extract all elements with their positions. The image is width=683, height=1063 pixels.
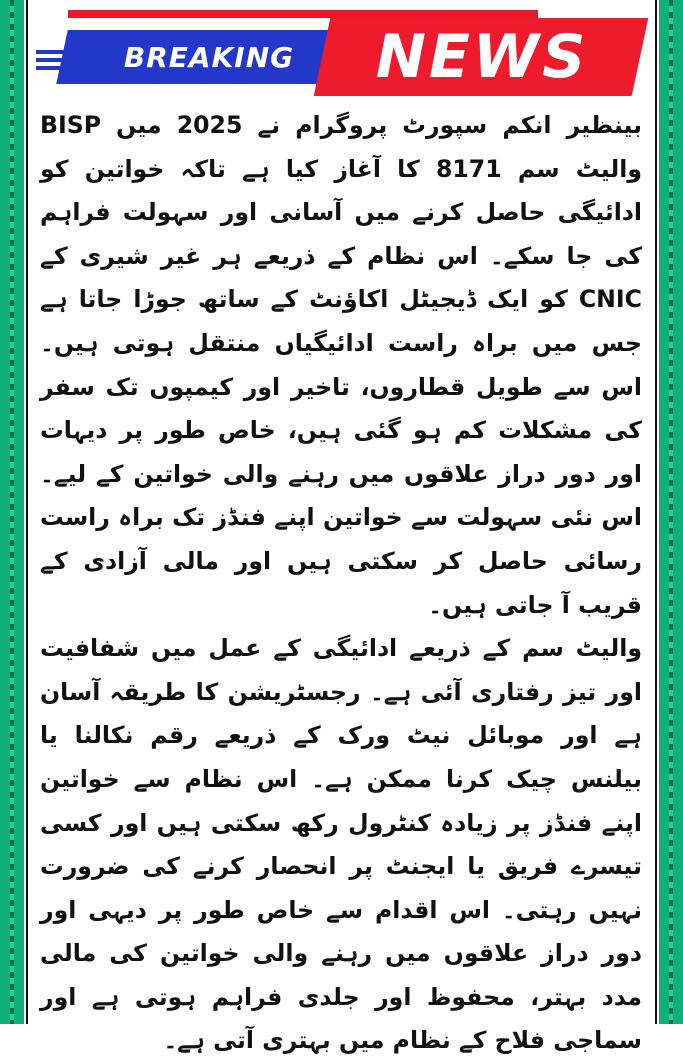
article-body — [40, 104, 642, 1063]
article-paragraph-1: بینظیر انکم سپورٹ پروگرام نے 2025 میں BISP والیٹ سم 8171 کا آغاز کیا ہے تاکہ خواتین کو ادائیگی حاصل کرنے میں آسانی اور سہولت فراہم کی جا سکے۔ اس نظام کے ذریعے ہر غیر شیری کے CNIC کو ایک ڈیجیٹل اکاؤنٹ کے ساتھ جوڑا جاتا ہے جس میں براہ راست ادائیگیاں منتقل ہوتی ہیں۔ اس سے طویل قطاروں، تاخیر اور کیمپوں تک سفر کی مشکلات کم ہو گئی ہیں، خاص طور پر دیہات اور دور دراز علاقوں میں رہنے والی خواتین کے لیے۔ اس نئی سہولت سے خواتین اپنے فنڈز تک براہ راست رسائی حاصل کر سکتی ہیں اور مالی آزادی کے قریب آ جاتی ہیں۔ — [40, 111, 642, 619]
left-decorative-border — [0, 0, 24, 1024]
right-frame-line — [655, 0, 657, 1024]
news-label: NEWS — [375, 22, 589, 92]
breaking-label: BREAKING — [123, 41, 295, 74]
article-paragraph-2: والیٹ سم کے ذریعے ادائیگی کے عمل میں شفافیت اور تیز رفتاری آئی ہے۔ رجسٹریشن کا طریقہ آسان ہے اور موبائل نیٹ ورک کے ذریعے رقم نکالنا یا بیلنس چیک کرنا ممکن ہے۔ اس نظام سے خواتین اپنے فنڈز پر زیادہ کنٹرول رکھ سکتی ہیں اور کسی تیسرے فریق یا ایجنٹ پر انحصار کرنے کی ضرورت نہیں رہتی۔ اس اقدام سے خاص طور پر دیہی اور دور دراز علاقوں میں رہنے والی خواتین کی مالی مدد بہتر، محفوظ اور جلدی فراہم ہوتی ہے اور سماجی فلاح کے نظام میں بہتری آتی ہے۔ — [40, 634, 642, 1055]
right-decorative-border — [659, 0, 683, 1024]
banner-top-accent — [68, 10, 538, 18]
left-frame-line — [26, 0, 28, 1024]
breaking-news-banner — [36, 10, 646, 96]
